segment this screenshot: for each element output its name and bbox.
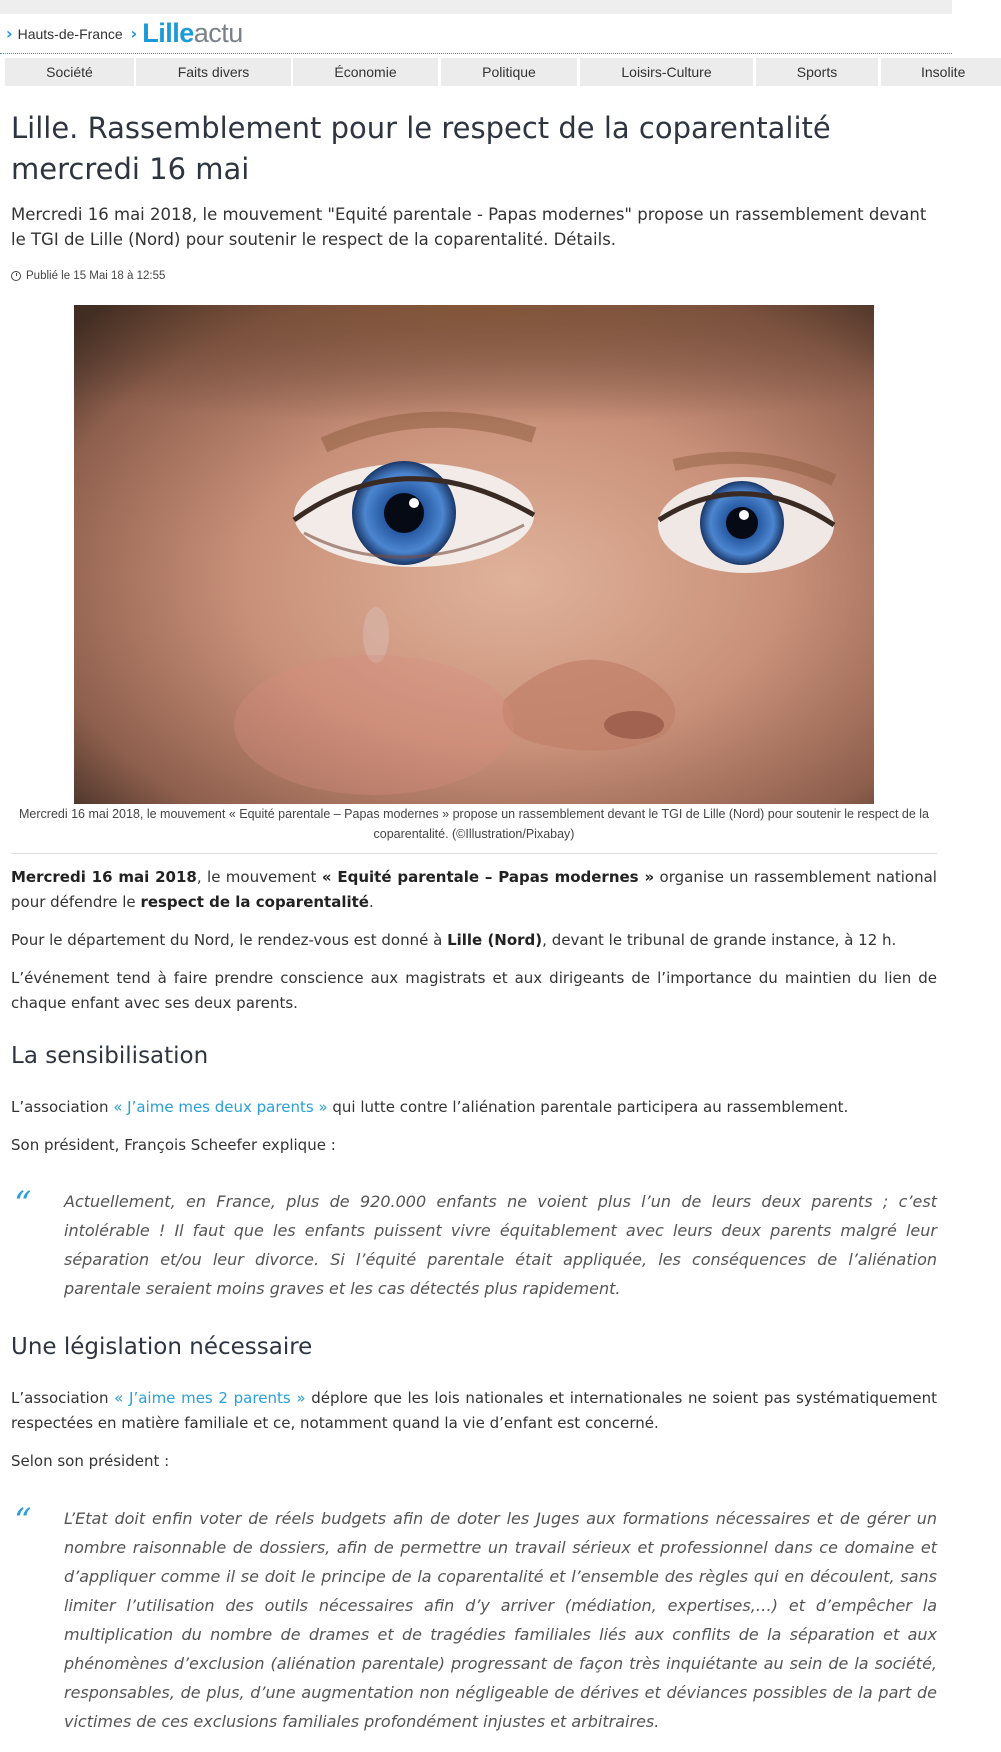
article-paragraph-4 (11, 1095, 937, 1120)
article-paragraph-1 (11, 865, 937, 915)
article-lead: Mercredi 16 mai 2018, le mouvement "Equité parentale - Papas modernes" propose un rassemblement devant le TGI de Lille (Nord) pour soutenir le respect de la coparentalité. Détails. (11, 205, 927, 249)
p6-text-1: L’association (11, 1389, 115, 1407)
site-logo[interactable] (142, 20, 243, 47)
breadcrumb-region-link[interactable]: Hauts-de-France (17, 25, 123, 42)
clock-icon (11, 271, 21, 281)
p1-text-1: , le mouvement (196, 868, 322, 886)
nav-item-loisirs-culture[interactable]: Loisirs-Culture (580, 58, 753, 86)
nav-item-economie[interactable]: Économie (293, 58, 438, 86)
p6-text-2: déplore que les lois nationales et internationales ne soient pas systématiquement respectées en matière familiale et ce, notamment quand la vie d’enfant est concerné. (11, 1389, 937, 1432)
article-paragraph-7: Selon son président : (11, 1452, 170, 1470)
publish-date-text: Publié le 15 Mai 18 à 12:55 (26, 270, 166, 282)
brand-bar (0, 14, 952, 54)
p1-text-3: . (368, 893, 374, 911)
article-paragraph-2 (11, 928, 937, 953)
p2-text-1: Pour le département du Nord, le rendez-vous est donné à (11, 931, 448, 949)
p1-bold-respect: respect de la coparentalité (140, 893, 369, 911)
nav-item-societe[interactable]: Société (5, 58, 134, 86)
subheading-sensibilisation: La sensibilisation (11, 1043, 209, 1069)
blockquote-1: Actuellement, en France, plus de 920.000 enfants ne voient plus l’un de leurs deux parents ; c’est intolérable ! Il faut que les enfants puissent vivre équitablement avec leurs deux parents malgré leur séparation et/ou leur divorce. Si l’équité parentale était appliquée, les conséquences de l’aliénation parentale seraient moins graves et les cas détectés plus rapidement. (64, 1192, 937, 1298)
p2-bold-place: Lille (Nord) (447, 931, 543, 949)
main-nav (0, 58, 966, 88)
logo-part-actu: actu (193, 18, 243, 48)
nav-item-politique[interactable]: Politique (441, 58, 577, 86)
p1-bold-date: Mercredi 16 mai 2018 (11, 868, 197, 886)
quote-mark-icon: “ (14, 1184, 32, 1224)
logo-part-lille: Lille (142, 18, 194, 48)
p1-text-2: organise un rassemblement national pour défendre le (11, 868, 937, 911)
nav-item-insolite[interactable]: Insolite (881, 58, 1001, 86)
publish-date (11, 270, 165, 282)
top-strip (0, 0, 952, 14)
association-link-1[interactable]: « J’aime mes deux parents » (113, 1098, 328, 1116)
blockquote-2: L’Etat doit enfin voter de réels budgets afin de doter les Juges aux formations nécessaires et de gérer un nombre raisonnable de dossiers, afin de permettre un travail sérieux et professionnel dans ce domaine et d’appliquer comme il se doit le principe de la coparentalité et l’ensemble des règles qui en découlent, sans limiter l’utilisation des outils nécessaires afin d’y arriver (médiation, expertises,…) et d’empêcher la multiplication du nombre de drames et de tragédies familiales liés aux conflits de la séparation et aux phénomènes d’exclusion (aliénation parentale) progressant de façon très inquiétante au sein de la société, responsables, de plus, d’une augmentation non négligeable de dérives et déviances possibles de la part de victimes de ces exclusions familiales profondément injustes et arbitraires. (64, 1509, 937, 1731)
divider (11, 853, 937, 854)
nav-item-faits-divers[interactable]: Faits divers (136, 58, 291, 86)
image-caption: Mercredi 16 mai 2018, le mouvement « Equité parentale – Papas modernes » propose un rassemblement devant le TGI de Lille (Nord) pour soutenir le respect de la coparentalité. (©Illustration/Pixabay) (19, 807, 929, 841)
article-title: Lille. Rassemblement pour le respect de la coparentalité mercredi 16 mai (11, 111, 831, 186)
association-link-2[interactable]: « J’aime mes 2 parents » (114, 1389, 306, 1407)
chevron-right-icon: › (130, 24, 138, 43)
p4-text-1: L’association (11, 1098, 114, 1116)
article-paragraph-5: Son président, François Scheefer explique : (11, 1136, 336, 1154)
p2-text-2: , devant le tribunal de grande instance, à 12 h. (542, 931, 897, 949)
article-paragraph-6 (11, 1386, 937, 1436)
child-eye-illustration (74, 305, 874, 804)
subheading-legislation: Une législation nécessaire (11, 1334, 313, 1360)
p1-bold-movement: « Equité parentale – Papas modernes » (321, 868, 655, 886)
nav-item-sports[interactable]: Sports (756, 58, 878, 86)
article-paragraph-3: L’événement tend à faire prendre conscience aux magistrats et aux dirigeants de l’importance du maintien du lien de chaque enfant avec ses deux parents. (11, 969, 937, 1012)
quote-mark-icon: “ (14, 1501, 32, 1541)
p4-text-2: qui lutte contre l’aliénation parentale participera au rassemblement. (327, 1098, 849, 1116)
article-image[interactable] (74, 305, 874, 804)
chevron-right-icon: › (6, 24, 13, 43)
